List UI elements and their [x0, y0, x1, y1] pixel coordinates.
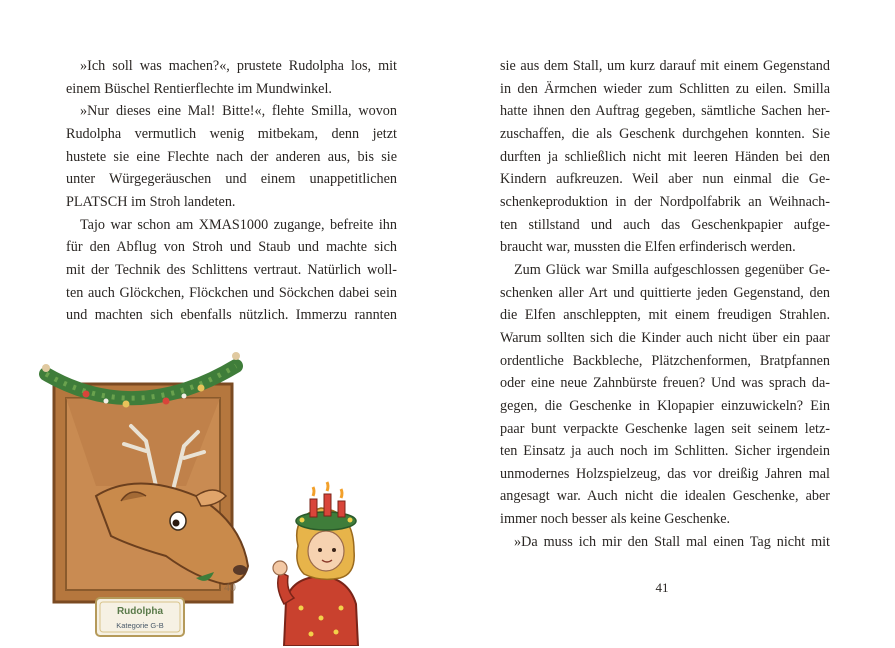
text-line: oder eine neue Zahnbürste freuen? Und was sprach da- [500, 375, 830, 392]
text-line: für den Abflug von Stroh und Staub und machte sich [66, 239, 397, 256]
text-line: »Ich soll was machen?«, prustete Rudolpha los, mit [80, 58, 397, 74]
page-number-left: 40 [224, 580, 236, 594]
text-line: durften ja schließlich nicht mit leeren Händen bei den [500, 148, 830, 165]
sign-name: Rudolpha [116, 606, 164, 617]
text-line: die Elfen anschleppten, mit einem freudigen Strahlen. [500, 307, 830, 324]
page-number: 41 [655, 580, 669, 595]
left-page-text [66, 55, 397, 327]
text-line: zuschaffen, die als Geschenk durchgehen konnten. Sie [500, 125, 830, 142]
text-line: schenkeproduktion in der Nordpolfabrik an Weihnach- [500, 193, 830, 210]
text-line: gegen, die Geschenke in Klopapier einzuwickeln? Ein [500, 397, 830, 414]
text-line: Kindern aufkreuzen. Weil aber nun einmal die Ge- [500, 171, 830, 188]
text-line: sie aus dem Stall, um kurz darauf mit einem Gegenstand [500, 58, 830, 74]
text-line: Tajo war schon am XMAS1000 zugange, befreite ihn [80, 216, 397, 233]
text-line: einem Büschel Rentierflechte im Mundwinkel. [66, 80, 332, 97]
text-line: angesagt war. Auch nicht die idealen Geschenke, aber [500, 488, 830, 505]
right-page-text [500, 55, 830, 553]
text-line: paar bunt verpackte Geschenke lagen seit seinem letz- [500, 420, 830, 437]
text-line: ordentliche Backbleche, Plätzchenformen, Bratpfannen [500, 352, 830, 369]
text-line: hatte ihnen den Auftrag gegeben, sämtliche Sachen her- [500, 103, 830, 120]
text-line: »Nur dieses eine Mal! Bitte!«, flehte Smilla, wovon [80, 103, 397, 120]
text-line: Rudolpha vermutlich wenig mitbekam, denn jetzt [66, 125, 397, 142]
sign-category: Kategorie G-B [116, 621, 164, 630]
girl-smilla [273, 482, 358, 646]
text-line: PLATSCH im Stroh landeten. [66, 193, 236, 210]
text-line: ten Einsatz ja auch noch im Schlitten. Sicher irgendein [500, 443, 830, 460]
reindeer-illustration [36, 346, 396, 646]
text-line: und machten sich ebenfalls nützlich. Immerzu rannten [66, 307, 397, 324]
text-line: »Da muss ich mir den Stall mal einen Tag nicht mit [514, 533, 830, 550]
text-line: Warum sollten sich die Kinder auch nicht über ein paar [500, 329, 830, 346]
text-line: hustete sie eine Flechte nach der anderen aus, bis sie [66, 148, 397, 165]
text-line: braucht war, mussten die Elfen erfinderisch werden. [500, 239, 796, 256]
text-line: unter Würgegeräuschen und einem unappetitlichen [66, 171, 397, 188]
name-plate [96, 598, 184, 636]
text-line: schenken aller Art und quittierte jeden Gegenstand, den [500, 284, 830, 301]
text-line: in den Ärmchen wieder zum Schlitten zu eilen. Smilla [500, 80, 830, 97]
text-line: mit der Technik des Schlittens vertraut. Natürlich woll- [66, 261, 397, 278]
text-line: immer noch besser als keine Geschenke. [500, 511, 731, 528]
text-line: ten auch Glöckchen, Flöckchen und Söckchen dabei sein [66, 284, 397, 301]
text-line: ten stillstand und auch das Geschenkpapier aufge- [500, 216, 830, 233]
text-line: Zum Glück war Smilla aufgeschlossen gegenüber Ge- [514, 261, 830, 278]
text-line: unmodernes Holzspielzeug, das vor dreißig Jahren mal [500, 465, 830, 482]
